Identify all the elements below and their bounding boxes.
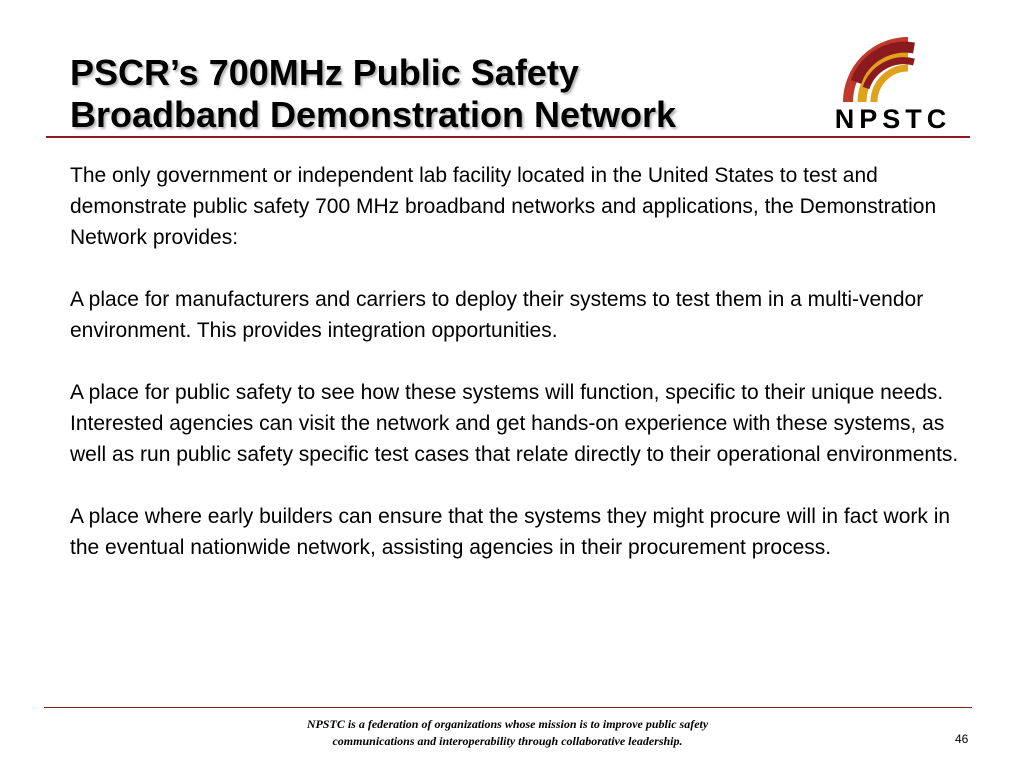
paragraph-public-safety: A place for public safety to see how these systems will function, specific to their unique needs. Interested agencies can visit the network and get hands-on experience with these systems, as well as run public safety specific test cases that relate directly to their operational environments.	[70, 381, 959, 466]
footer-line-2: communications and interoperability through collaborative leadership.	[332, 734, 683, 748]
paragraph-intro: The only government or independent lab facility located in the United States to test and demonstrate public safety 700 MHz broadband networks and applications, the Demonstration Network provides:	[70, 164, 937, 249]
footer-mission-statement	[200, 716, 815, 750]
npstc-logo	[818, 36, 968, 132]
slide-title	[70, 52, 790, 136]
page-number: 46	[955, 732, 969, 746]
footer-divider	[44, 707, 972, 708]
signal-arcs-icon	[818, 36, 968, 106]
title-line-1: PSCR’s 700MHz Public Safety	[70, 52, 579, 93]
title-divider	[46, 136, 970, 138]
paragraph-early-builders: A place where early builders can ensure that the systems they might procure will in fact work in the eventual nationwide network, assisting agencies in their procurement process.	[70, 505, 951, 559]
paragraph-manufacturers: A place for manufacturers and carriers to deploy their systems to test them in a multi-vendor environment. This provides integration opportunities.	[70, 288, 924, 342]
title-line-2: Broadband Demonstration Network	[70, 94, 677, 135]
logo-text: NPSTC	[834, 104, 952, 134]
footer-line-1: NPSTC is a federation of organizations whose mission is to improve public safety	[306, 717, 709, 731]
slide-body	[70, 160, 960, 594]
